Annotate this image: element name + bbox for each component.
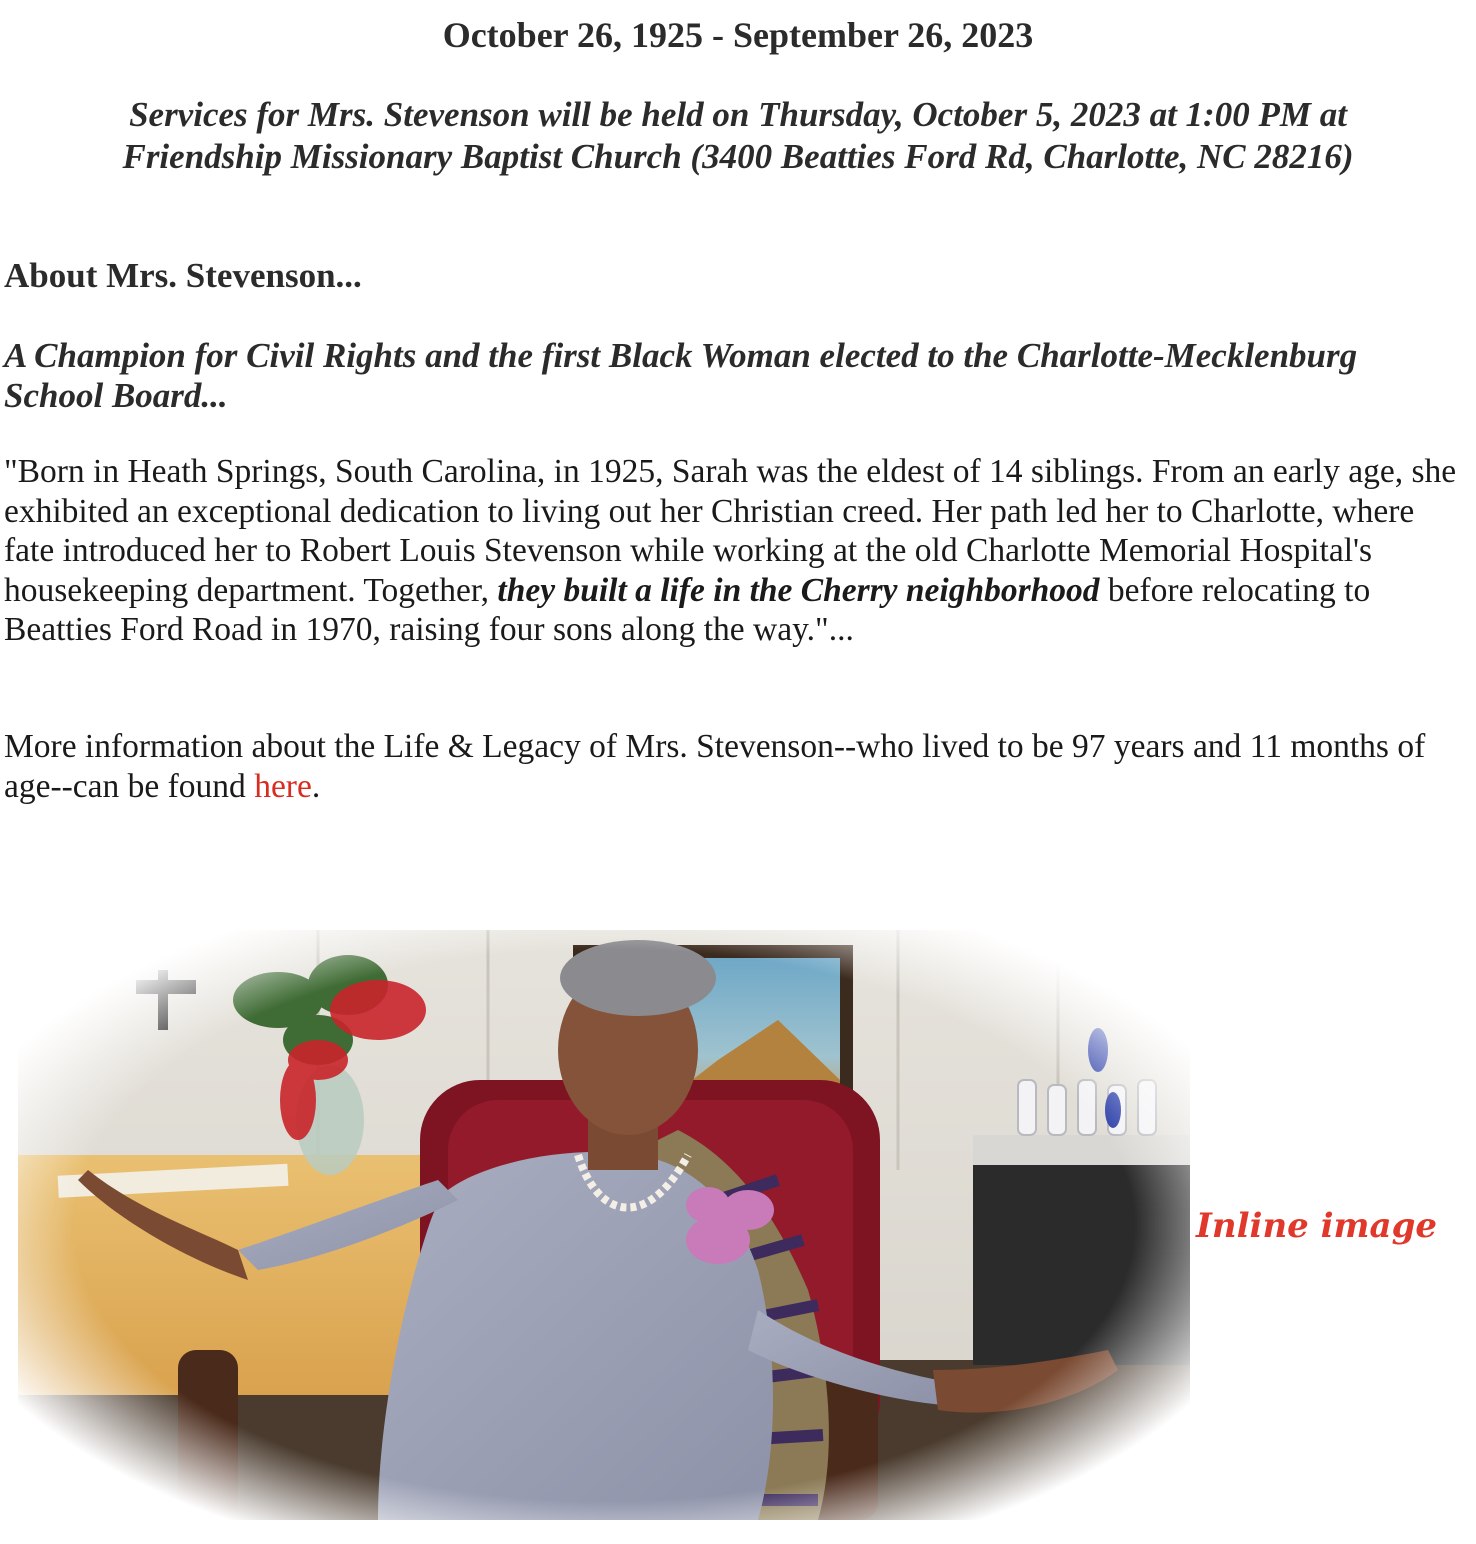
bio-emphasis: they built a life in the Cherry neighborhood bbox=[497, 571, 1100, 609]
more-info-prefix: More information about the Life & Legacy of Mrs. Stevenson--who lived to be 97 years and 11 months of age--can be found bbox=[4, 728, 1426, 805]
biography-paragraph bbox=[4, 452, 1466, 650]
more-info-paragraph bbox=[4, 727, 1466, 806]
services-line-1: Services for Mrs. Stevenson will be held on Thursday, October 5, 2023 at 1:00 PM at bbox=[129, 95, 1347, 134]
services-announcement bbox=[0, 94, 1476, 178]
bio-text-part-2: before relocating to Beatties Ford Road in 1970, raising four sons along the way."... bbox=[4, 571, 1371, 648]
portrait-photo bbox=[18, 930, 1190, 1520]
inline-image-caption: Inline image bbox=[1196, 1206, 1437, 1246]
bio-text-part-1: "Born in Heath Springs, South Carolina, in 1925, Sarah was the eldest of 14 siblings. From an early age, she exhibited an exceptional dedication to living out her Christian creed. Her path led her to Charlotte, where fate introduced her to Robert Louis Stevenson while working at the old Charlotte Memorial Hospital's housekeeping department. Together, bbox=[4, 453, 1457, 609]
lifespan-dates: October 26, 1925 - September 26, 2023 bbox=[442, 15, 1034, 55]
about-heading: About Mrs. Stevenson... bbox=[4, 256, 362, 295]
more-info-suffix: . bbox=[311, 767, 321, 805]
champion-subheading: A Champion for Civil Rights and the first Black Woman elected to the Charlotte-Mecklenburg School Board... bbox=[4, 336, 1358, 415]
services-line-2: Friendship Missionary Baptist Church (3400 Beatties Ford Rd, Charlotte, NC 28216) bbox=[122, 137, 1354, 176]
here-link[interactable]: here bbox=[254, 767, 312, 805]
